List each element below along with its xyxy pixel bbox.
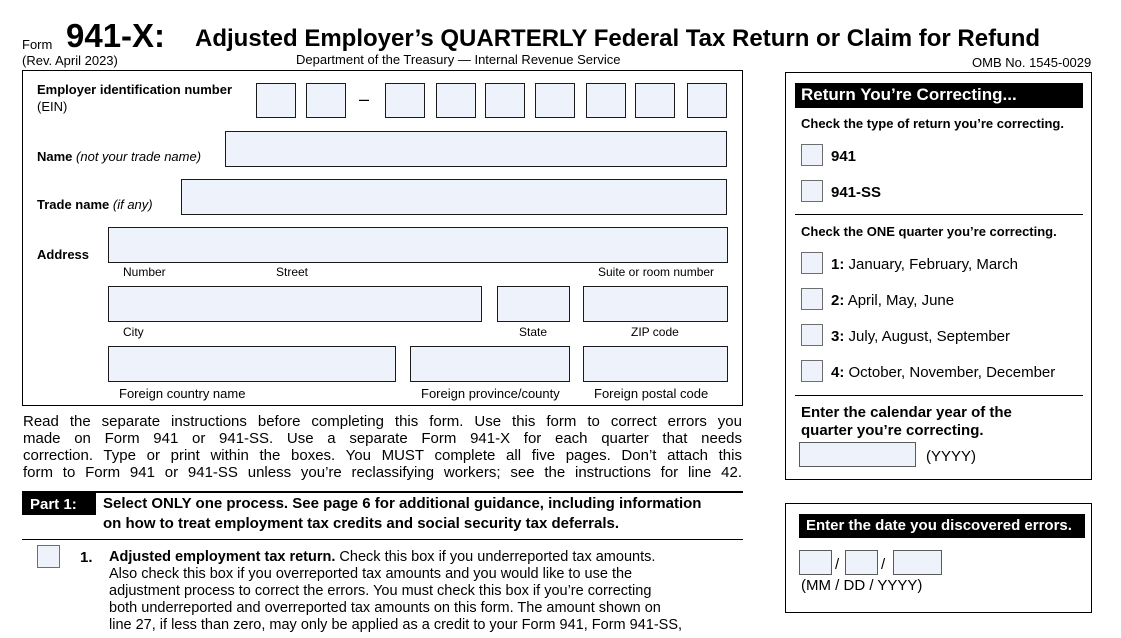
quarter-2-months: April, May, June [847,292,955,309]
trade-name-note: (if any) [112,197,153,212]
discovered-day-field[interactable] [845,550,878,575]
quarter-1-num: 1: [831,256,845,273]
quarter-prompt: Check the ONE quarter you’re correcting. [801,224,1057,239]
quarter-4-months: October, November, December [848,364,1056,381]
quarter-year-divider [795,395,1083,396]
ein-digit-4[interactable] [436,83,476,118]
ein-digit-3[interactable] [385,83,425,118]
item1-line-1-text: Check this box if you underreported tax amounts. [335,549,656,565]
type-941-label: 941 [831,148,857,165]
item1-title: Adjusted employment tax return. [109,549,336,565]
instructions-line: form to Form 941 or 941-SS unless you’re reclassifying workers; see the instructions for line 42. [23,464,742,481]
quarter-2-num: 2: [831,292,845,309]
calendar-year-field[interactable] [799,442,916,467]
item1-line: Also check this box if you overreported tax amounts and you would like to use the [109,566,633,582]
discovered-month-field[interactable] [799,550,832,575]
ein-digit-1[interactable] [256,83,296,118]
ein-abbr: (EIN) [37,99,68,114]
date-format-hint: (MM / DD / YYYY) [801,577,923,594]
number-label: Number [123,265,166,279]
foreign-province-label: Foreign province/county [421,386,560,401]
quarter-1-label [831,256,1018,273]
part1-badge: Part 1: [22,493,96,515]
zip-code-field[interactable] [583,286,728,322]
foreign-country-label: Foreign country name [119,386,246,401]
suite-label: Suite or room number [598,265,715,279]
quarter-2-label [831,292,954,309]
department-text: Department of the Treasury — Internal Revenue Service [296,52,621,67]
form-number: 941-X: [66,17,166,54]
instructions-paragraph [23,413,742,481]
quarter-4-checkbox[interactable] [801,360,823,382]
quarter-1-checkbox[interactable] [801,252,823,274]
ein-digit-7[interactable] [586,83,626,118]
ein-dash: – [359,89,370,109]
type-quarter-divider [795,214,1083,215]
revision-date: (Rev. April 2023) [22,53,118,68]
name-field[interactable] [225,131,727,167]
quarter-3-checkbox[interactable] [801,324,823,346]
foreign-country-field[interactable] [108,346,396,382]
quarter-2-checkbox[interactable] [801,288,823,310]
year-prompt-line-2: quarter you’re correcting. [801,422,984,439]
part1-top-rule [22,491,743,493]
quarter-4-label [831,364,1055,381]
trade-name-label-group [37,197,153,212]
ein-digit-5[interactable] [485,83,525,118]
omb-number: OMB No. 1545-0029 [972,55,1092,70]
date-discovered-title: Enter the date you discovered errors. [799,514,1085,538]
street-address-field[interactable] [108,227,728,263]
quarter-4-num: 4: [831,364,845,381]
part1-heading-rule [22,539,743,540]
form-word: Form [22,37,53,52]
year-format-hint: (YYYY) [926,448,977,465]
date-slash: / [881,556,886,573]
ein-digit-6[interactable] [535,83,575,118]
type-941-checkbox[interactable] [801,144,823,166]
quarter-3-num: 3: [831,328,845,345]
type-prompt: Check the type of return you’re correcting. [801,116,1064,131]
type-941ss-checkbox[interactable] [801,180,823,202]
city-label: City [123,325,144,339]
quarter-3-label [831,328,1010,345]
trade-name-label: Trade name [37,197,110,212]
return-correcting-title: Return You’re Correcting... [795,83,1083,108]
instructions-line: made on Form 941 or 941-SS. Use a separate Form 941-X for each quarter that needs [23,430,742,447]
part1-heading-line-1: Select ONLY one process. See page 6 for additional guidance, including information [103,495,702,512]
quarter-3-months: July, August, September [848,328,1010,345]
ein-digit-2[interactable] [306,83,346,118]
name-label-group [37,149,201,164]
type-941ss-label: 941-SS [831,184,882,201]
item1-line: adjustment process to correct the errors. You must check this box if you’re correcting [109,583,652,599]
item1-number: 1. [80,549,93,566]
ein-digit-8[interactable] [635,83,675,118]
quarter-1-months: January, February, March [848,256,1019,273]
foreign-postal-code-field[interactable] [583,346,728,382]
zip-code-label: ZIP code [631,325,679,339]
year-prompt-line-1: Enter the calendar year of the [801,404,1012,421]
address-label: Address [37,247,90,262]
state-label: State [519,325,548,339]
item1-line: line 27, if less than zero, may only be applied as a credit to your Form 941, Form 941-SS, [109,617,683,633]
item1-line: both underreported and overreported tax amounts on this form. The amount shown on [109,600,661,616]
instructions-line: Read the separate instructions before completing this form. Use this form to correct errors you [23,413,742,430]
date-slash: / [835,556,840,573]
state-field[interactable] [497,286,570,322]
street-label: Street [276,265,309,279]
form-title: Adjusted Employer’s QUARTERLY Federal Tax Return or Claim for Refund [195,25,1041,52]
discovered-year-field[interactable] [893,550,942,575]
city-field[interactable] [108,286,482,322]
name-label: Name [37,149,73,164]
ein-digit-9[interactable] [687,83,727,118]
part1-heading-line-2: on how to treat employment tax credits and social security tax deferrals. [103,515,619,532]
foreign-postal-code-label: Foreign postal code [594,386,709,401]
ein-label: Employer identification number [37,82,233,97]
item1-description [109,549,749,634]
adjusted-return-checkbox[interactable] [37,545,60,568]
name-note: (not your trade name) [76,149,202,164]
trade-name-field[interactable] [181,179,727,215]
instructions-line: correction. Type or print within the boxes. You MUST complete all five pages. Don’t attach this [23,447,742,464]
foreign-province-field[interactable] [410,346,570,382]
